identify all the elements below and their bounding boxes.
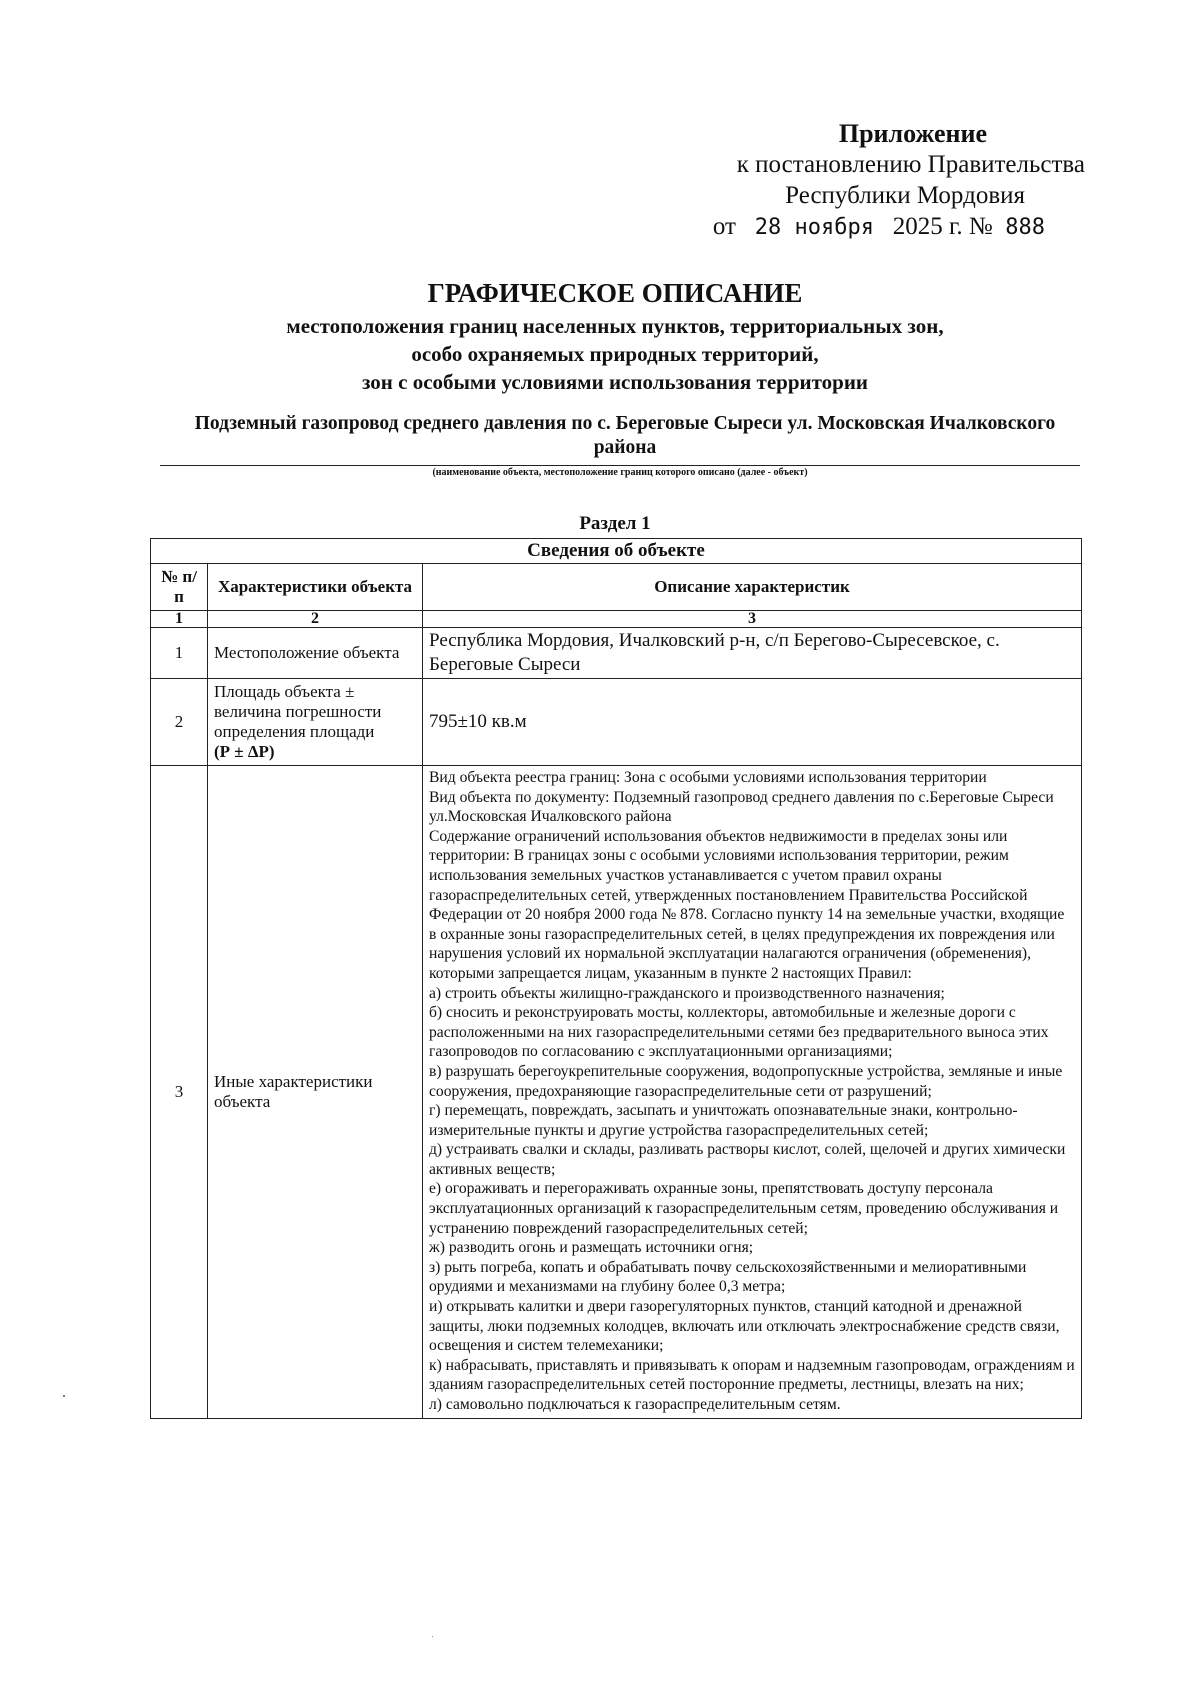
- area-label: Площадь объекта ± величина погрешности определения площади: [214, 682, 382, 741]
- description-line: з) рыть погреба, копать и обрабатывать почву сельскохозяйственными и мелиоративными орудиями и механизмами на глубину более 0,3 метра;: [429, 1258, 1027, 1296]
- appendix-line-1: к постановлению Правительства: [736, 151, 1085, 178]
- scan-speck: [432, 1636, 433, 1637]
- description-line: д) устраивать свалки и склады, разливать растворы кислот, солей, щелочей и других химически активных веществ;: [429, 1141, 1066, 1178]
- description-line: л) самовольно подключаться к газораспределительным сетям.: [429, 1396, 841, 1413]
- appendix-date-line: [625, 211, 1085, 243]
- table-row: [151, 766, 1082, 1419]
- object-name-note: (наименование объекта, местоположение границ которого описано (далее - объект): [432, 467, 808, 478]
- appendix-block: [625, 118, 1085, 243]
- description-line: е) огораживать и перегораживать охранные зоны, препятствовать доступу персонала эксплуатационных организаций к газораспределительным сетям, проведению обслуживания и устранению повреждений газораспределительных сетей;: [429, 1180, 1059, 1237]
- row-characteristic: Иные характеристики объекта: [208, 766, 423, 1419]
- column-header-number: № п/п: [151, 564, 208, 611]
- table-row: [151, 679, 1082, 766]
- column-header-characteristic: Характеристики объекта: [208, 564, 423, 611]
- column-number: 1: [151, 611, 208, 628]
- description-line: г) перемещать, повреждать, засыпать и уничтожать опознавательные знаки, контрольно-измерительные пункты и другие устройства газораспределительных сетей;: [429, 1102, 1018, 1139]
- appendix-line-2: Республики Мордовия: [785, 182, 1025, 209]
- date-day-month: 28 ноября: [754, 215, 874, 240]
- date-prefix: от: [712, 213, 736, 240]
- description-line: ж) разводить огонь и размещать источники огня;: [429, 1239, 754, 1257]
- row-number: 1: [151, 628, 208, 679]
- row-number: 3: [151, 766, 208, 1419]
- description-line: и) открывать калитки и двери газорегуляторных пунктов, станций катодной и дренажной защиты, люки подземных колодцев, включать или отключать электроснабжение средств связи, освещения и систем телемеханики;: [429, 1298, 1060, 1355]
- table-caption: Сведения об объекте: [151, 539, 1082, 564]
- description-line: Вид объекта по документу: Подземный газопровод среднего давления по с.Береговые Сыреси ул.Московская Ичалковского района: [429, 788, 1054, 826]
- column-number: 2: [208, 611, 423, 628]
- description-line: в) разрушать берегоукрепительные сооружения, водопропускные устройства, земляные и иные сооружения, предохраняющие газораспределительные сети от разрушений;: [429, 1062, 1063, 1100]
- table-caption-row: [151, 539, 1082, 564]
- document-title: ГРАФИЧЕСКОЕ ОПИСАНИЕ: [427, 278, 803, 308]
- subtitle-line: местоположения границ населенных пунктов, территориальных зон,: [286, 314, 944, 338]
- object-name-underline: [160, 465, 1080, 466]
- description-line: а) строить объекты жилищно-гражданского и производственного назначения;: [429, 984, 945, 1002]
- object-name-line: Подземный газопровод среднего давления по с. Береговые Сыреси ул. Московская Ичалковского: [194, 413, 1056, 434]
- row-characteristic: [208, 679, 423, 766]
- column-number: 3: [423, 611, 1082, 628]
- subtitle-line: особо охраняемых природных территорий,: [411, 342, 819, 366]
- row-characteristic: Местоположение объекта: [208, 628, 423, 679]
- section-title: Раздел 1: [579, 513, 651, 534]
- table-header-row: [151, 564, 1082, 611]
- document-subtitle: [150, 312, 1080, 396]
- appendix-title: Приложение: [838, 119, 987, 148]
- description-line: б) сносить и реконструировать мосты, коллекторы, автомобильные и железные дороги с расположенными на них газораспределительными сетями без предварительного выноса этих газопроводов по согласованию с эксплуатационными организациями;: [429, 1004, 1049, 1061]
- column-header-description: Описание характеристик: [423, 564, 1082, 611]
- document-number: 888: [1005, 215, 1045, 240]
- table-row: [151, 628, 1082, 679]
- area-formula: (Р ± ΔР): [214, 742, 275, 761]
- object-info-table: [150, 538, 1082, 1419]
- date-year: 2025 г. №: [892, 213, 993, 240]
- column-number-row: [151, 611, 1082, 628]
- subtitle-line: зон с особыми условиями использования территории: [361, 370, 869, 394]
- description-line: Содержание ограничений использования объектов недвижимости в пределах зоны или территории: В границах зоны с особыми условиями использования территории, режим использования земельных участков устанавливается с учетом правил охраны газораспределительных сетей, утвержденных постановлением Правительства Российской Федерации от 20 ноября 2000 года № 878. Согласно пункту 14 на земельные участки, входящие в охранные зоны газораспределительных сетей, в целях предупреждения их повреждения или нарушения условий их нормальной эксплуатации налагаются ограничения (обременения), которыми запрещается лицам, указанным в пункте 2 настоящих Правил:: [429, 827, 1065, 982]
- object-name-line: района: [593, 437, 657, 458]
- object-name: [160, 412, 1090, 460]
- description-line: Вид объекта реестра границ: Зона с особыми условиями использования территории: [429, 769, 987, 786]
- scan-speck: [63, 1395, 65, 1397]
- row-description: Республика Мордовия, Ичалковский р-н, с/п Берегово-Сыресевское, с. Береговые Сыреси: [423, 628, 1082, 679]
- row-number: 2: [151, 679, 208, 766]
- row-description: 795±10 кв.м: [423, 679, 1082, 766]
- row-description: [423, 766, 1082, 1419]
- description-line: к) набрасывать, приставлять и привязывать к опорам и надземным газопроводам, ограждениям и зданиям газораспределительных сетей посторонние предметы, лестницы, влезать на них;: [429, 1356, 1075, 1394]
